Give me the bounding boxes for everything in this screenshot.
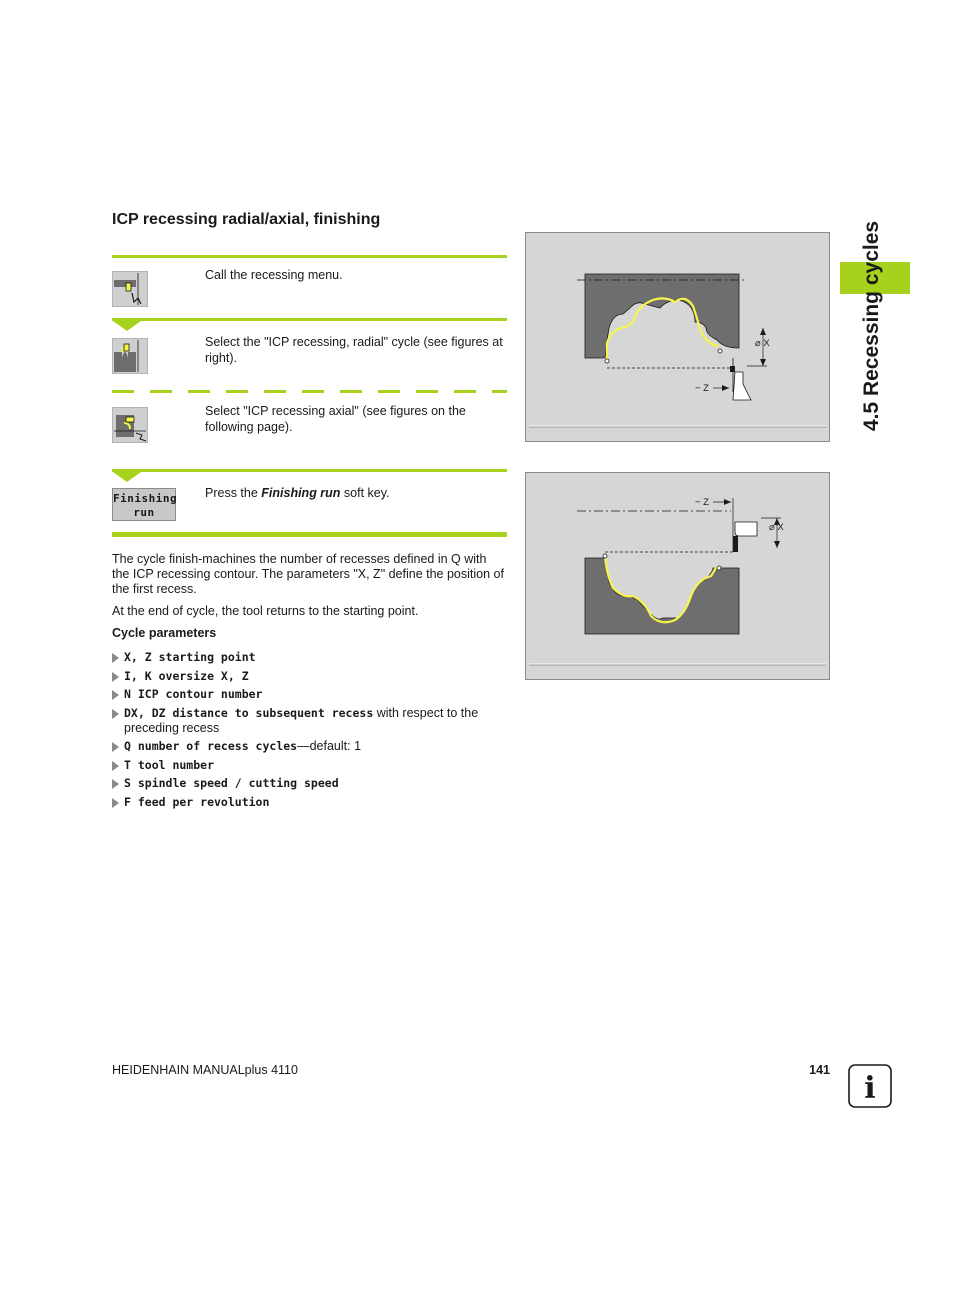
x-axis-label: ⌀ X [769, 522, 784, 533]
bullet-arrow-icon [112, 653, 119, 663]
softkey-line-2: run [133, 506, 155, 519]
bullet-arrow-icon [112, 779, 119, 789]
parameter-code: S spindle speed / cutting speed [124, 776, 339, 790]
bullet-arrow-icon [112, 672, 119, 682]
parameter-item [112, 706, 507, 736]
footer-product: HEIDENHAIN MANUALplus 4110 [112, 1063, 298, 1077]
z-axis-label: − Z [695, 383, 709, 394]
step-arrow-icon [113, 472, 141, 482]
step-arrow-icon [113, 321, 141, 331]
step-text: Call the recessing menu. [205, 268, 343, 282]
step-text: Select the "ICP recessing, radial" cycle (see figures at right). [205, 335, 503, 365]
recessing-menu-icon [112, 271, 148, 307]
chapter-title-text: 4.5 Recessing cycles [860, 220, 883, 432]
parameter-code: N ICP contour number [124, 687, 263, 701]
step-text-before: Press the [205, 486, 262, 500]
steps-end-bar [112, 532, 507, 537]
bullet-arrow-icon [112, 709, 119, 719]
parameter-desc: with respect to the preceding recess [124, 705, 479, 735]
z-axis-label: − Z [695, 497, 709, 508]
step-divider [112, 318, 507, 321]
info-glyph: i [864, 1071, 876, 1106]
parameter-desc: —default: 1 [297, 739, 362, 753]
step-text: Select "ICP recessing axial" (see figures on the following page). [205, 404, 466, 434]
description-paragraph: At the end of cycle, the tool returns to the starting point. [112, 604, 419, 618]
info-icon [848, 1064, 892, 1108]
parameter-item [112, 687, 507, 702]
parameter-item [112, 776, 507, 791]
parameter-item [112, 758, 507, 773]
parameter-item [112, 669, 507, 684]
bullet-arrow-icon [112, 690, 119, 700]
bullet-arrow-icon [112, 798, 119, 808]
section-title: ICP recessing radial/axial, finishing [112, 211, 381, 228]
x-axis-label: ⌀ X [755, 338, 770, 349]
step-text [205, 486, 507, 502]
parameter-item [112, 739, 507, 754]
parameter-code: DX, DZ distance to subsequent recess [124, 705, 374, 720]
parameter-code: F feed per revolution [124, 794, 270, 809]
bullet-arrow-icon [112, 742, 119, 752]
step-divider [112, 255, 507, 258]
parameter-code: T tool number [124, 757, 215, 772]
alternative-divider [112, 390, 507, 393]
finishing-run-softkey [112, 488, 176, 521]
radial-recess-figure [525, 232, 830, 442]
parameter-code: Q number of recess cycles [124, 739, 298, 753]
softkey-name: Finishing run [261, 486, 341, 500]
parameter-item [112, 650, 507, 665]
step-divider [112, 469, 507, 472]
cycle-parameters-heading: Cycle parameters [112, 626, 217, 640]
parameter-code: X, Z starting point [124, 650, 256, 664]
parameter-code: I, K oversize X, Z [124, 668, 249, 683]
icp-recessing-radial-icon [112, 338, 148, 374]
page-number: 141 [809, 1063, 830, 1077]
softkey-line-1: Finishing [113, 492, 178, 505]
cycle-parameter-list [112, 650, 507, 813]
icp-recessing-axial-icon [112, 407, 148, 443]
parameter-item [112, 795, 507, 810]
bullet-arrow-icon [112, 761, 119, 771]
step-text-after: soft key. [340, 486, 390, 500]
radial-recess-figure [525, 472, 830, 680]
description-paragraph: The cycle finish-machines the number of recesses defined in Q with the ICP recessing contour. The parameters "X, Z" define the position of the first recess. [112, 552, 504, 596]
